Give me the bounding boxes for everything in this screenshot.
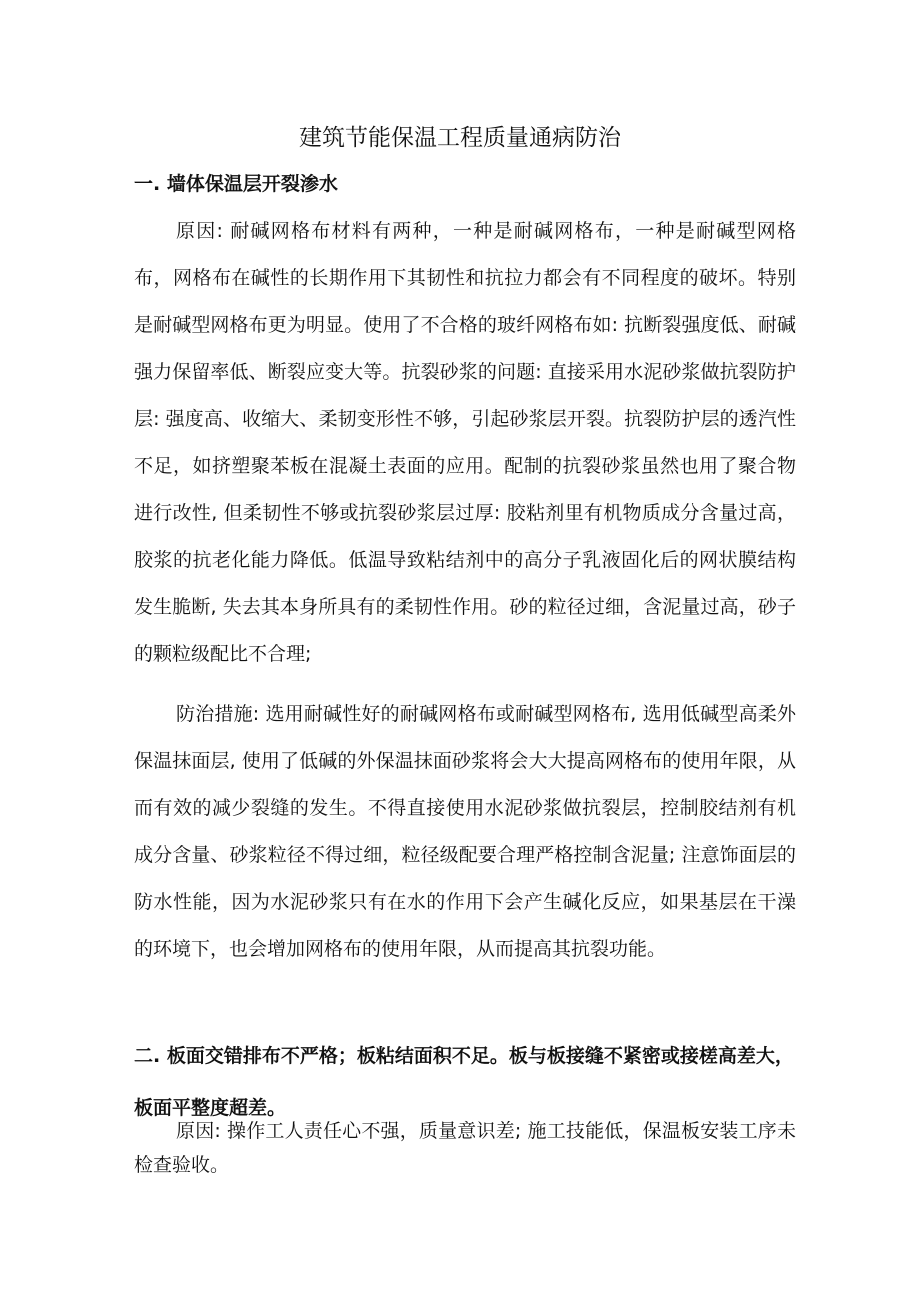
section-2-cause-paragraph: 原因: 操作工人责任心不强，质量意识差; 施工技能低，保温板安装工序未检查验收。 bbox=[134, 1120, 796, 1176]
section-1-heading: 一. 墙体保温层开裂渗水 bbox=[134, 173, 338, 195]
section-1-cause-paragraph: 原因: 耐碱网格布材料有两种，一种是耐碱网格布，一种是耐碱型网格布，网格布在碱性的长期作用下其韧性和抗拉力都会有不同程度的破坏。特别是耐碱型网格布更为明显。使用了不合格的玻纤网格布如: 抗断裂强度低、耐碱强力保留率低、断裂应变大等。抗裂砂浆的问题: 直接采用水泥砂浆做抗裂防护层: 强度高、收缩大、柔韧变形性不够，引起砂浆层开裂。抗裂防护层的透汽性不足，如挤塑聚苯板在混凝土表面的应用。配制的抗裂砂浆虽然也用了聚合物进行改性, 但柔韧性不够或抗裂砂浆层过厚: 胶粘剂里有机物质成分含量过高，胶浆的抗老化能力降低。低温导致粘结剂中的高分子乳液固化后的网状膜结构发生脆断, 失去其本身所具有的柔韧性作用。砂的粒径过细，含泥量过高，砂子的颗粒级配比不合理; bbox=[134, 220, 796, 665]
section-2-heading: 二. 板面交错排布不严格；板粘结面积不足。板与板接缝不紧密或接槎高差大，板面平整度超差。 bbox=[134, 1045, 794, 1119]
document-title: 建筑节能保温工程质量通病防治 bbox=[299, 125, 621, 151]
section-1-measures-paragraph: 防治措施: 选用耐碱性好的耐碱网格布或耐碱型网格布, 选用低碱型高柔外保温抹面层, 使用了低碱的外保温抹面砂浆将会大大提高网格布的使用年限，从而有效的减少裂缝的发生。不得直接使用水泥砂浆做抗裂层，控制胶结剂有机成分含量、砂浆粒径不得过细，粒径级配要合理严格控制含泥量; 注意饰面层的防水性能，因为水泥砂浆只有在水的作用下会产生碱化反应，如果基层在干澡的环境下，也会增加网格布的使用年限，从而提高其抗裂功能。 bbox=[134, 703, 796, 960]
